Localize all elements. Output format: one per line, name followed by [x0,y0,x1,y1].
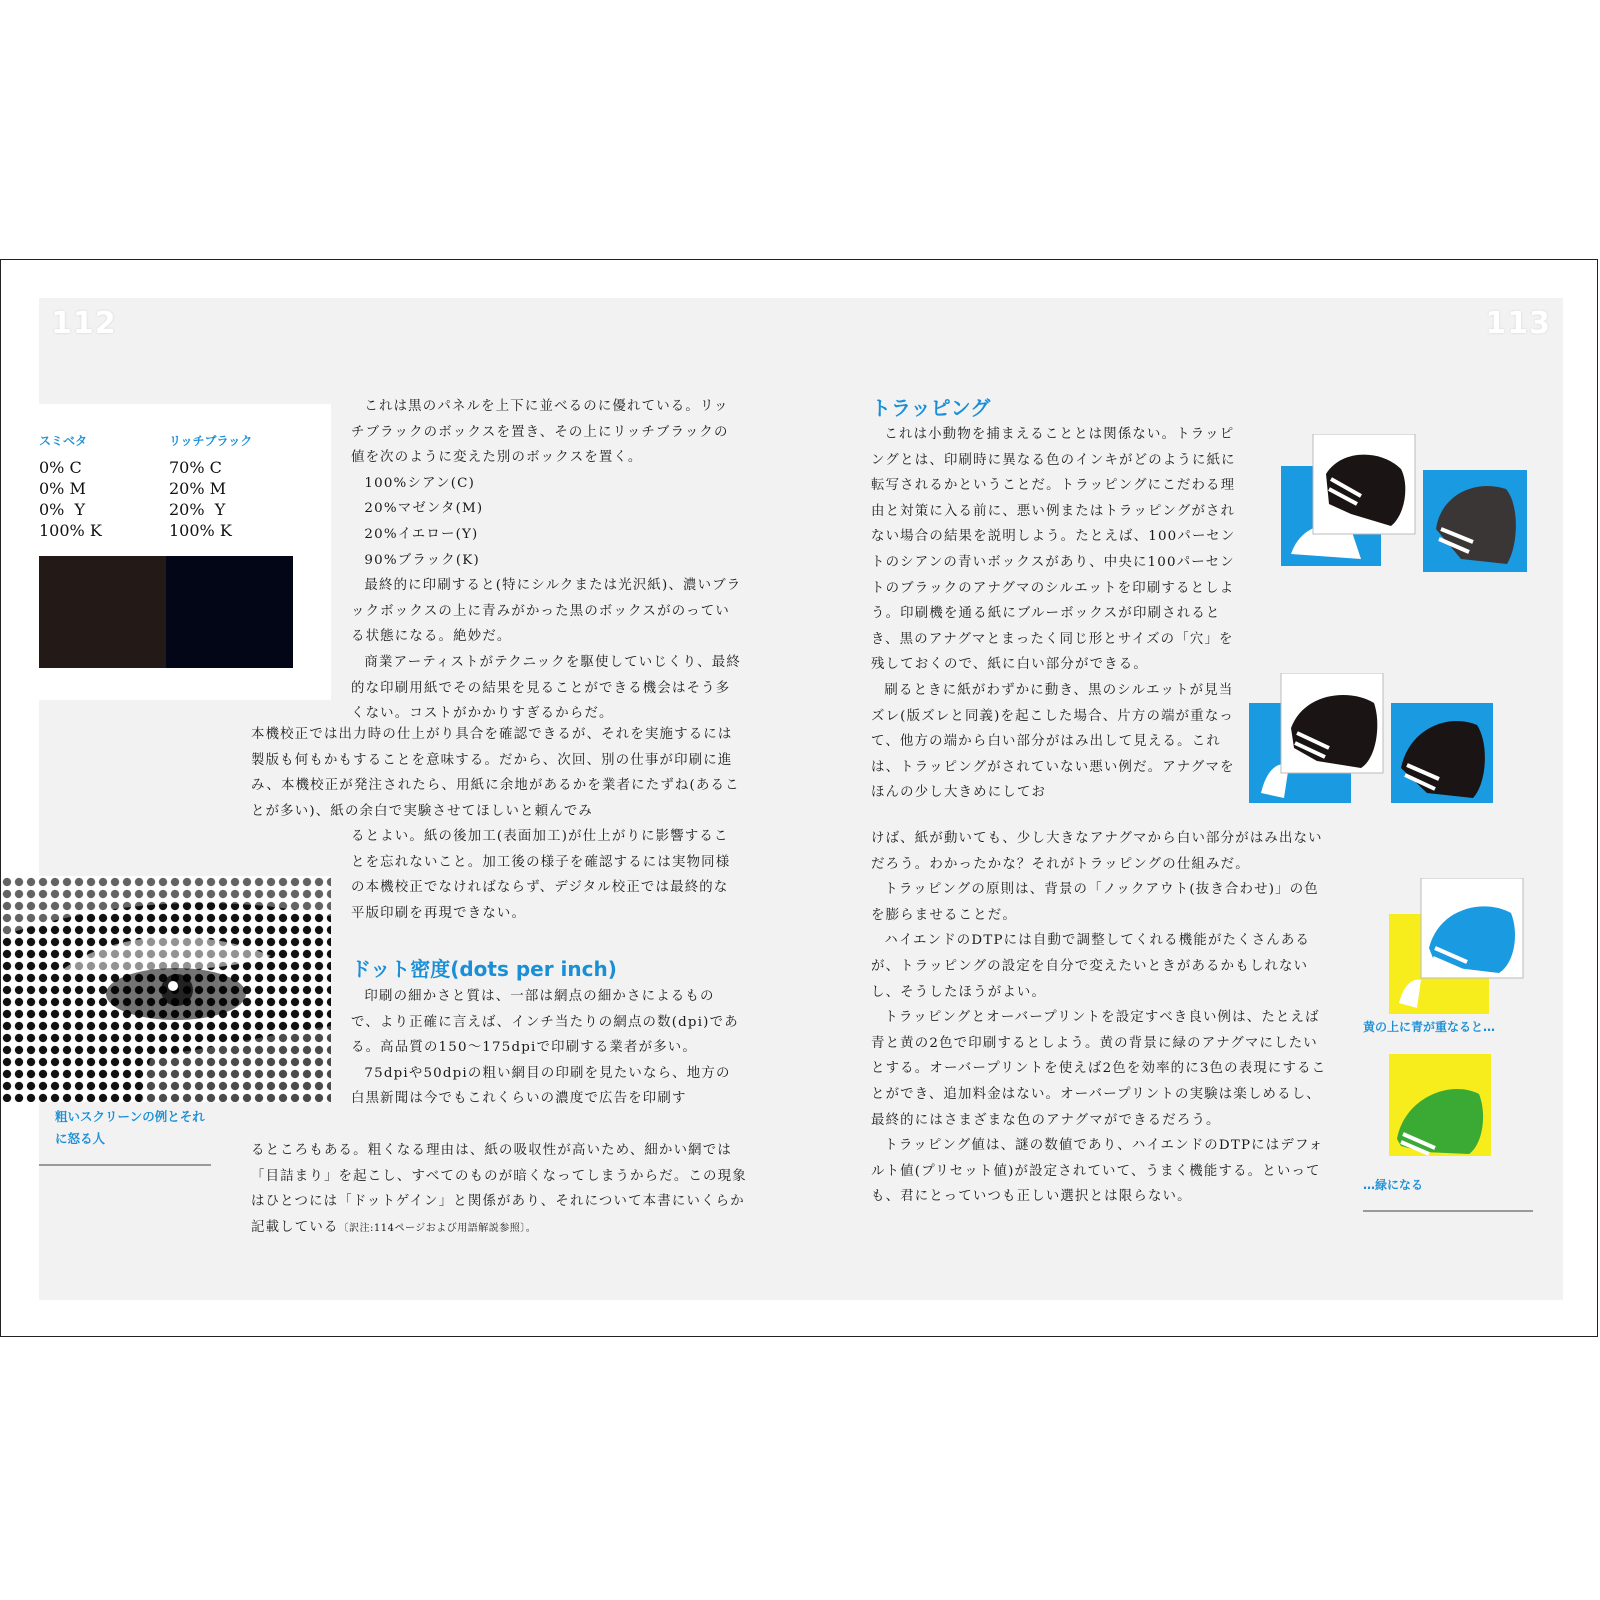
rich-black-color-box [166,556,293,668]
caption-yellow: 黄の上に青が重なると… [1363,1020,1496,1034]
paragraph: 本機校正では出力時の仕上がり具合を確認できるが、それを実施するには製版も何もかもすることを意味する。だから、次回、別の仕事が印刷に進み、本機校正が発注されたら、用紙に余地があるかを業者にたずね(あることが多い)、紙の余白で実験させてほしいと頼んでみ [251,727,740,819]
swatch-value: 0% Y [39,500,86,519]
left-column-lower [351,824,743,926]
caption-green: …緑になる [1363,1178,1424,1192]
page-number-left: 112 [51,306,117,341]
left-column-wide [251,722,747,824]
book-spread [0,259,1598,1337]
paragraph: トラッピング値は、謎の数値であり、ハイエンドのDTPにはデフォルト値(プリセット値)が設定されていて、うまく機能する。といっても、君にとっていつも正しい選択とは限らない。 [871,1138,1324,1205]
paragraph: けば、紙が動いても、少し大きなアナグマから白い部分がはみ出ないだろう。わかったかな？それがトラッピングの仕組みだ。 [871,831,1323,872]
section-heading-trapping: トラッピング [871,396,991,420]
swatch-value: 0% M [39,479,86,498]
paragraph: トラッピングとオーバープリントを設定すべき良い例は、たとえば青と黄の2色で印刷するとしよう。黄の背景に緑のアナグマにしたいとする。オーバープリントを使えば2色を効率的に3色の表現にすることができ、追加料金はない。オーバープリントの実験は楽しめるし、最終的にはさまざまな色のアナグマができるだろう。 [871,1010,1327,1128]
left-column-dpi [351,984,743,1112]
trapping-example-offset-2 [1249,673,1509,823]
paragraph: これは黒のパネルを上下に並べるのに優れている。リッチブラックのボックスを置き、その上にリッチブラックの値を次のように変えた別のボックスを置く。 [351,399,729,466]
swatch-value: 0% C [39,458,82,477]
list-item: 90%ブラック(K) [364,552,480,568]
caption-line: 粗いスクリーンの例とそれ [55,1109,205,1124]
caption-rule-right [1363,1210,1533,1212]
caption-line: に怒る人 [55,1131,106,1146]
swatch-value: 100% K [169,521,232,540]
swatch-value: 100% K [39,521,102,540]
black-swatch-card [39,404,331,700]
halftone-eye-image [1,876,331,1102]
paragraph: 印刷の細かさと質は、一部は網点の細かさによるもので、より正確に言えば、インチ当たりの網点の数(dpi)である。高品質の150〜175dpiで印刷する業者が多い。 [351,989,739,1056]
list-item: 100%シアン(C) [364,475,476,491]
trapping-example-offset-1 [1281,434,1541,584]
eye-shape [1,876,331,1102]
section-heading-dpi: ドット密度(dots per inch) [351,957,617,981]
swatch-value: 20% Y [169,500,226,519]
swatch-value: 70% C [169,458,222,477]
paragraph: 刷るときに紙がわずかに動き、黒のシルエットが見当ズレ(版ズレと同義)を起こした場合、片方の端が重なって、他方の端から白い部分がはみ出して見える。これは、トラッピングがされていない悪い例だ。アナグマをほんの少し大きめにしてお [871,682,1235,801]
paragraph: るとよい。紙の後加工(表面加工)が仕上がりに影響することを忘れないこと。加工後の様子を確認するには実物同様の本機校正でなければならず、デジタル校正では最終的な平版印刷を再現できない。 [351,829,731,921]
swatch-value: 20% M [169,479,227,498]
cmyk-list [351,471,743,573]
paragraph: 最終的に印刷すると(特にシルクまたは光沢紙)、濃いブラックボックスの上に青みがかった黒のボックスがのっている状態になる。絶妙だ。 [351,578,742,645]
overprint-example-green [1389,1054,1493,1158]
paragraph: トラッピングの原則は、背景の「ノックアウト(抜き合わせ)」の色を膨らませることだ。 [871,882,1319,923]
list-item: 20%マゼンタ(M) [364,501,484,517]
translator-note: 〔訳注:114ページおよび用語解説参照〕。 [338,1222,537,1234]
sumibeta-color-box [39,556,166,668]
caption-rule [39,1164,211,1166]
swatch-title: リッチブラック [169,434,253,448]
swatch-sumibeta [39,432,179,541]
swatch-title: スミベタ [39,434,88,448]
list-item: 20%イエロー(Y) [364,526,479,542]
page-background [39,298,1563,1300]
page-number-right: 113 [1485,306,1551,341]
paragraph: 商業アーティストがテクニックを駆使していじくり、最終的な印刷用紙でその結果を見ることができる機会はそう多くない。コストがかかりすぎるからだ。 [351,654,741,722]
left-column-bottom [251,1138,747,1241]
right-column-wide [871,826,1329,1210]
paragraph: 75dpiや50dpiの粗い網目の印刷を見たいなら、地方の白黒新聞は今でもこれくらいの濃度で広告を印刷す [351,1065,731,1107]
paragraph [251,1138,747,1241]
overprint-example-blue-on-yellow [1389,878,1525,1018]
paragraph-text: るところもある。粗くなる理由は、紙の吸収性が高いため、細かい網では「目詰まり」を起こし、すべてのものが暗くなってしまうからだ。この現象はひとつには「ドットゲイン」と関係があり、それについて本書にいくらか記載している [251,1143,747,1235]
halftone-caption [55,1106,235,1150]
swatch-rich-black [169,432,309,541]
paragraph: ハイエンドのDTPには自動で調整してくれる機能がたくさんあるが、トラッピングの設定を自分で変えたいときがあるかもしれないし、そうしたほうがよい。 [871,933,1311,1000]
right-column-upper [871,422,1243,806]
paragraph: これは小動物を捕まえることとは関係ない。トラッピングとは、印刷時に異なる色のインキがどのように紙に転写されるかということだ。トラッピングにこだわる理由と対策に入る前に、悪い例またはトラッピングがされない場合の結果を説明しよう。たとえば、100パーセントのシアンの青いボックスがあり、中央に100パーセントのブラックのアナグマのシルエットを印刷するとしよう。印刷機を通る紙にブルーボックスが印刷されるとき、黒のアナグマとまったく同じ形とサイズの「穴」を残しておくので、紙に白い部分ができる。 [871,427,1236,673]
left-column-upper [351,394,743,727]
